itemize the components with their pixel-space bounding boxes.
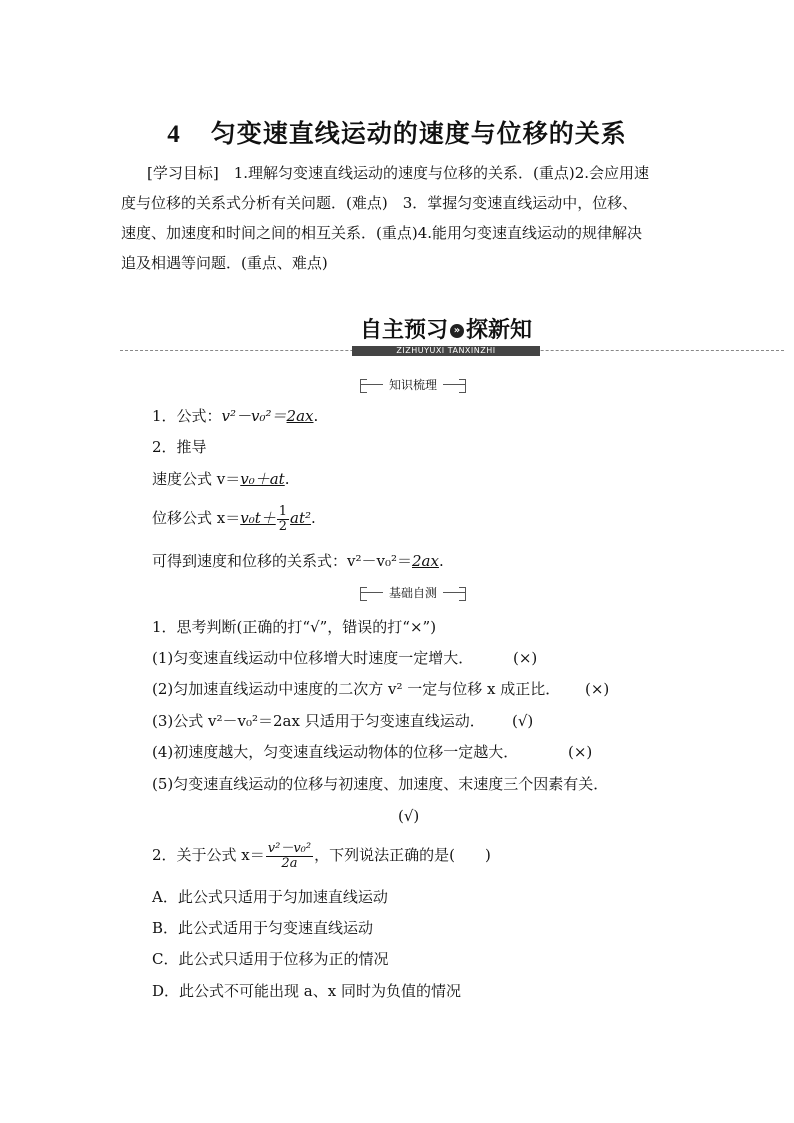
q1-item-4-mark: (×) bbox=[568, 743, 593, 761]
goals-line-2: 度与位移的关系式分析有关问题．(难点) 3．掌握匀变速直线运动中，位移、 bbox=[121, 194, 638, 212]
derivation-heading: 2．推导 bbox=[152, 438, 207, 456]
page-title bbox=[0, 114, 794, 150]
tag-knowledge-label: 知识梳理 bbox=[383, 378, 443, 392]
goals-line-1: [学习目标] 1.理解匀变速直线运动的速度与位移的关系．(重点)2.会应用速 bbox=[147, 164, 650, 182]
label: 速度公式 v＝ bbox=[152, 470, 241, 488]
period: . bbox=[313, 407, 319, 425]
velocity-formula bbox=[152, 468, 290, 490]
q1-item-2: (2)匀加速直线运动中速度的二次方 v² 一定与位移 x 成正比． bbox=[152, 680, 561, 698]
q2-option-d: D．此公式不可能出现 a、x 同时为负值的情况 bbox=[152, 982, 461, 1000]
label: 可得到速度和位移的关系式：v²－v₀²＝ bbox=[152, 552, 412, 570]
answer-blank: 2ax bbox=[412, 552, 439, 570]
banner-left: 自主预习 bbox=[359, 318, 448, 343]
period: . bbox=[311, 509, 316, 527]
period: . bbox=[284, 470, 290, 488]
learning-goals bbox=[121, 158, 677, 278]
q2-option-a: A．此公式只适用于匀加速直线运动 bbox=[152, 888, 388, 906]
q1-item-5-mark: (√) bbox=[398, 807, 420, 825]
denominator: 2a bbox=[281, 855, 298, 871]
fraction-half bbox=[277, 505, 289, 534]
q1-item-2-mark: (×) bbox=[585, 680, 610, 698]
tag-knowledge bbox=[360, 376, 466, 394]
q1-item-3-mark: (√) bbox=[512, 712, 534, 730]
q2-option-b: B．此公式适用于匀变速直线运动 bbox=[152, 919, 374, 937]
answer-blank: 2ax bbox=[286, 407, 314, 425]
answer-blank-2: at² bbox=[290, 509, 312, 527]
q1-stem: 1．思考判断(正确的打“√”，错误的打“×”) bbox=[152, 618, 437, 636]
numerator: v²－v₀² bbox=[267, 840, 312, 856]
banner-title bbox=[352, 316, 540, 346]
label: 位移公式 x＝ bbox=[152, 509, 241, 527]
q2-pre: 2．关于公式 x＝ bbox=[152, 846, 265, 864]
q1-item-4: (4)初速度越大，匀变速直线运动物体的位移一定越大． bbox=[152, 743, 519, 761]
period: . bbox=[438, 552, 444, 570]
equation: v²－v₀²＝ bbox=[221, 407, 287, 425]
q2-post: ，下列说法正确的是( ) bbox=[314, 846, 491, 864]
q2-stem bbox=[152, 835, 491, 875]
section-title: 匀变速直线运动的速度与位移的关系 bbox=[210, 119, 627, 148]
answer-blank: v₀＋at bbox=[240, 470, 285, 488]
displacement-formula bbox=[152, 500, 316, 536]
goals-line-4: 追及相遇等问题．(重点、难点) bbox=[121, 254, 328, 272]
q1-item-5: (5)匀变速直线运动的位移与初速度、加速度、末速度三个因素有关． bbox=[152, 775, 609, 793]
relation-formula bbox=[152, 550, 444, 572]
numerator: 1 bbox=[278, 503, 288, 519]
banner-right: 探新知 bbox=[466, 318, 533, 343]
answer-blank-1: v₀t＋ bbox=[240, 509, 276, 527]
tag-selftest bbox=[360, 584, 466, 602]
banner-pinyin: ZIZHUYUXI TANXINZHI bbox=[352, 346, 540, 356]
tag-selftest-label: 基础自测 bbox=[383, 586, 443, 600]
q2-fraction bbox=[266, 842, 313, 871]
section-banner bbox=[120, 316, 784, 364]
section-number: 4 bbox=[167, 121, 181, 148]
label: 1．公式： bbox=[152, 407, 222, 425]
formula-line bbox=[152, 405, 318, 427]
q1-item-3: (3)公式 v²－v₀²＝2ax 只适用于匀变速直线运动． bbox=[152, 712, 485, 730]
denominator: 2 bbox=[278, 518, 288, 534]
q2-option-c: C．此公式只适用于位移为正的情况 bbox=[152, 950, 389, 968]
q1-item-1: (1)匀变速直线运动中位移增大时速度一定增大． bbox=[152, 649, 474, 667]
q1-item-1-mark: (×) bbox=[513, 649, 538, 667]
chevron-right-icon: » bbox=[450, 324, 464, 338]
goals-line-3: 速度、加速度和时间之间的相互关系．(重点)4.能用匀变速直线运动的规律解决 bbox=[121, 224, 643, 242]
